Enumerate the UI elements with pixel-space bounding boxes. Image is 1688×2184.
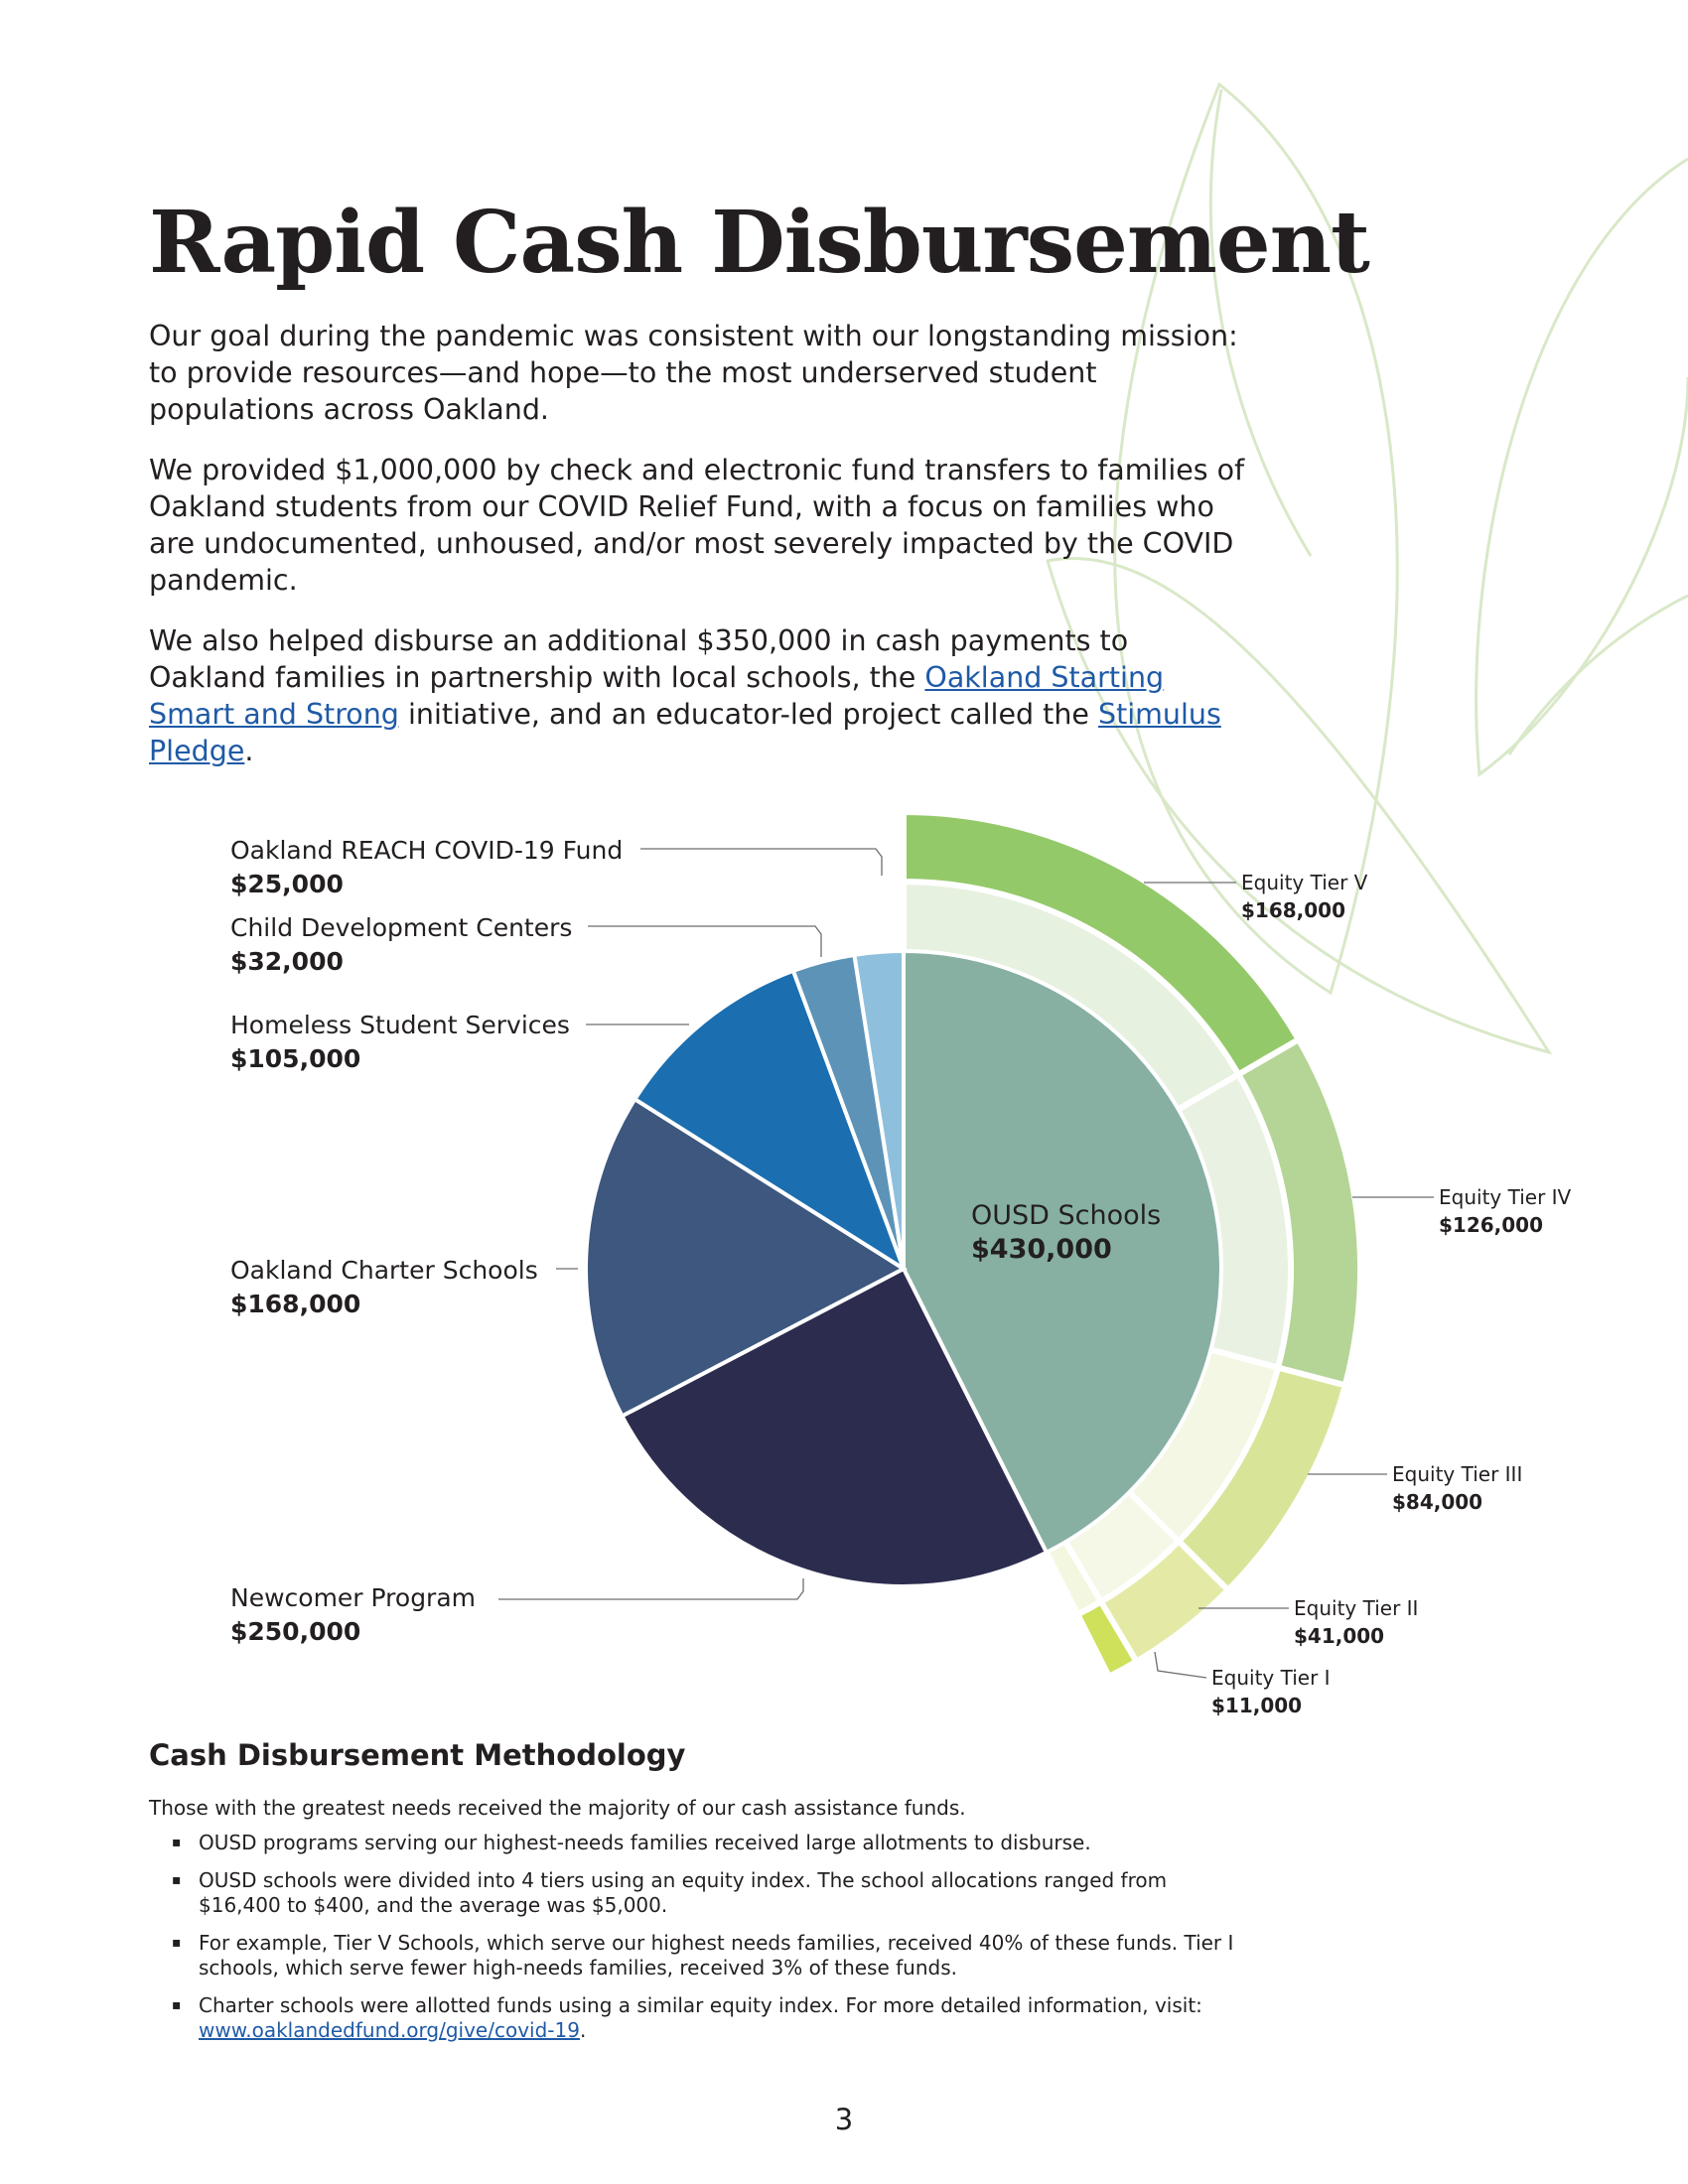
list-item (199, 1993, 1241, 2043)
intro-text-segment: We also helped disburse an additional $350,000 in cash payments to Oakland families in partnership with local schools, the (149, 624, 1129, 694)
stimulus-pledge-link[interactable]: Stimulus Pledge (149, 698, 1221, 767)
ousd-label-value: $430,000 (971, 1234, 1112, 1265)
label-homeless-value: $105,000 (230, 1044, 361, 1073)
label-tier-iv-name: Equity Tier IV (1439, 1185, 1572, 1209)
label-newcomer-value: $250,000 (230, 1617, 361, 1646)
intro-paragraph: Our goal during the pandemic was consistent with our longstanding mission: to provide resources—and hope—to the most underserved student populations across Oakland. (149, 320, 1238, 426)
list-item: ▪ OUSD schools were divided into 4 tiers using an equity index. The school allocations ranged from $16,400 to $400, and the average was $5,000. (199, 1868, 1241, 1918)
intro-text-segment: . (244, 735, 254, 767)
label-child-dev-value: $32,000 (230, 947, 344, 976)
label-tier-i-name: Equity Tier I (1211, 1666, 1331, 1690)
label-tier-iii-value: $84,000 (1392, 1490, 1483, 1514)
intro-paragraph (149, 622, 1251, 769)
label-oakland-reach-value: $25,000 (230, 870, 344, 898)
label-tier-iv-value: $126,000 (1439, 1213, 1544, 1237)
leader-child-dev (588, 926, 821, 957)
label-child-dev-name: Child Development Centers (230, 913, 573, 942)
ousd-label-name: OUSD Schools (971, 1200, 1162, 1231)
leader-tier-i (1155, 1652, 1206, 1678)
methodology-lead: Those with the greatest needs received the majority of our cash assistance funds. (149, 1796, 966, 1820)
covid-19-link[interactable]: www.oaklandedfund.org/give/covid-19 (199, 2018, 580, 2042)
leader-newcomer (498, 1578, 803, 1599)
intro-paragraph: We provided $1,000,000 by check and electronic fund transfers to families of Oakland students from our COVID Relief Fund, with a focus on families who are undocumented, unhoused, and/or most severely impacted by the COVID pandemic. (149, 454, 1245, 597)
label-charter-value: $168,000 (230, 1290, 361, 1318)
label-newcomer-name: Newcomer Program (230, 1583, 477, 1612)
label-tier-iii-name: Equity Tier III (1392, 1462, 1523, 1486)
program-slices (586, 951, 1221, 1586)
label-tier-ii-value: $41,000 (1294, 1624, 1385, 1648)
label-tier-v-name: Equity Tier V (1241, 871, 1368, 894)
leaf-outline (1477, 159, 1688, 774)
label-tier-i-value: $11,000 (1211, 1694, 1303, 1717)
label-tier-ii-name: Equity Tier II (1294, 1596, 1419, 1620)
intro-text (149, 318, 1251, 793)
methodology-list (149, 1831, 1241, 2043)
page-number: 3 (834, 2103, 854, 2136)
methodology-section (149, 1737, 1241, 2056)
list-item-text: . (579, 2018, 587, 2042)
label-charter-name: Oakland Charter Schools (230, 1256, 538, 1285)
oakland-starting-smart-link[interactable]: Oakland Starting Smart and Strong (149, 661, 1165, 731)
list-item: ▪ For example, Tier V Schools, which serve our highest needs families, received 40% of these funds. Tier I schools, which serve fewer high-needs families, received 3% of these funds. (199, 1931, 1241, 1980)
methodology-heading: Cash Disbursement Methodology (149, 1738, 686, 1772)
leaf-outline (1509, 596, 1688, 754)
label-homeless-name: Homeless Student Services (230, 1011, 570, 1039)
label-tier-v-value: $168,000 (1241, 898, 1346, 922)
list-item: ▪ OUSD programs serving our highest-needs families received large allotments to disburse. (199, 1831, 1241, 1855)
leader-oakland-reach (640, 849, 882, 876)
disbursement-chart (0, 794, 1688, 1737)
label-oakland-reach-name: Oakland REACH COVID-19 Fund (230, 836, 624, 865)
page-title: Rapid Cash Disbursement (149, 193, 1369, 293)
intro-text-segment: initiative, and an educator-led project called the (398, 698, 1098, 731)
list-item-text: Charter schools were allotted funds using a similar equity index. For more detailed information, visit: (199, 1993, 1202, 2017)
